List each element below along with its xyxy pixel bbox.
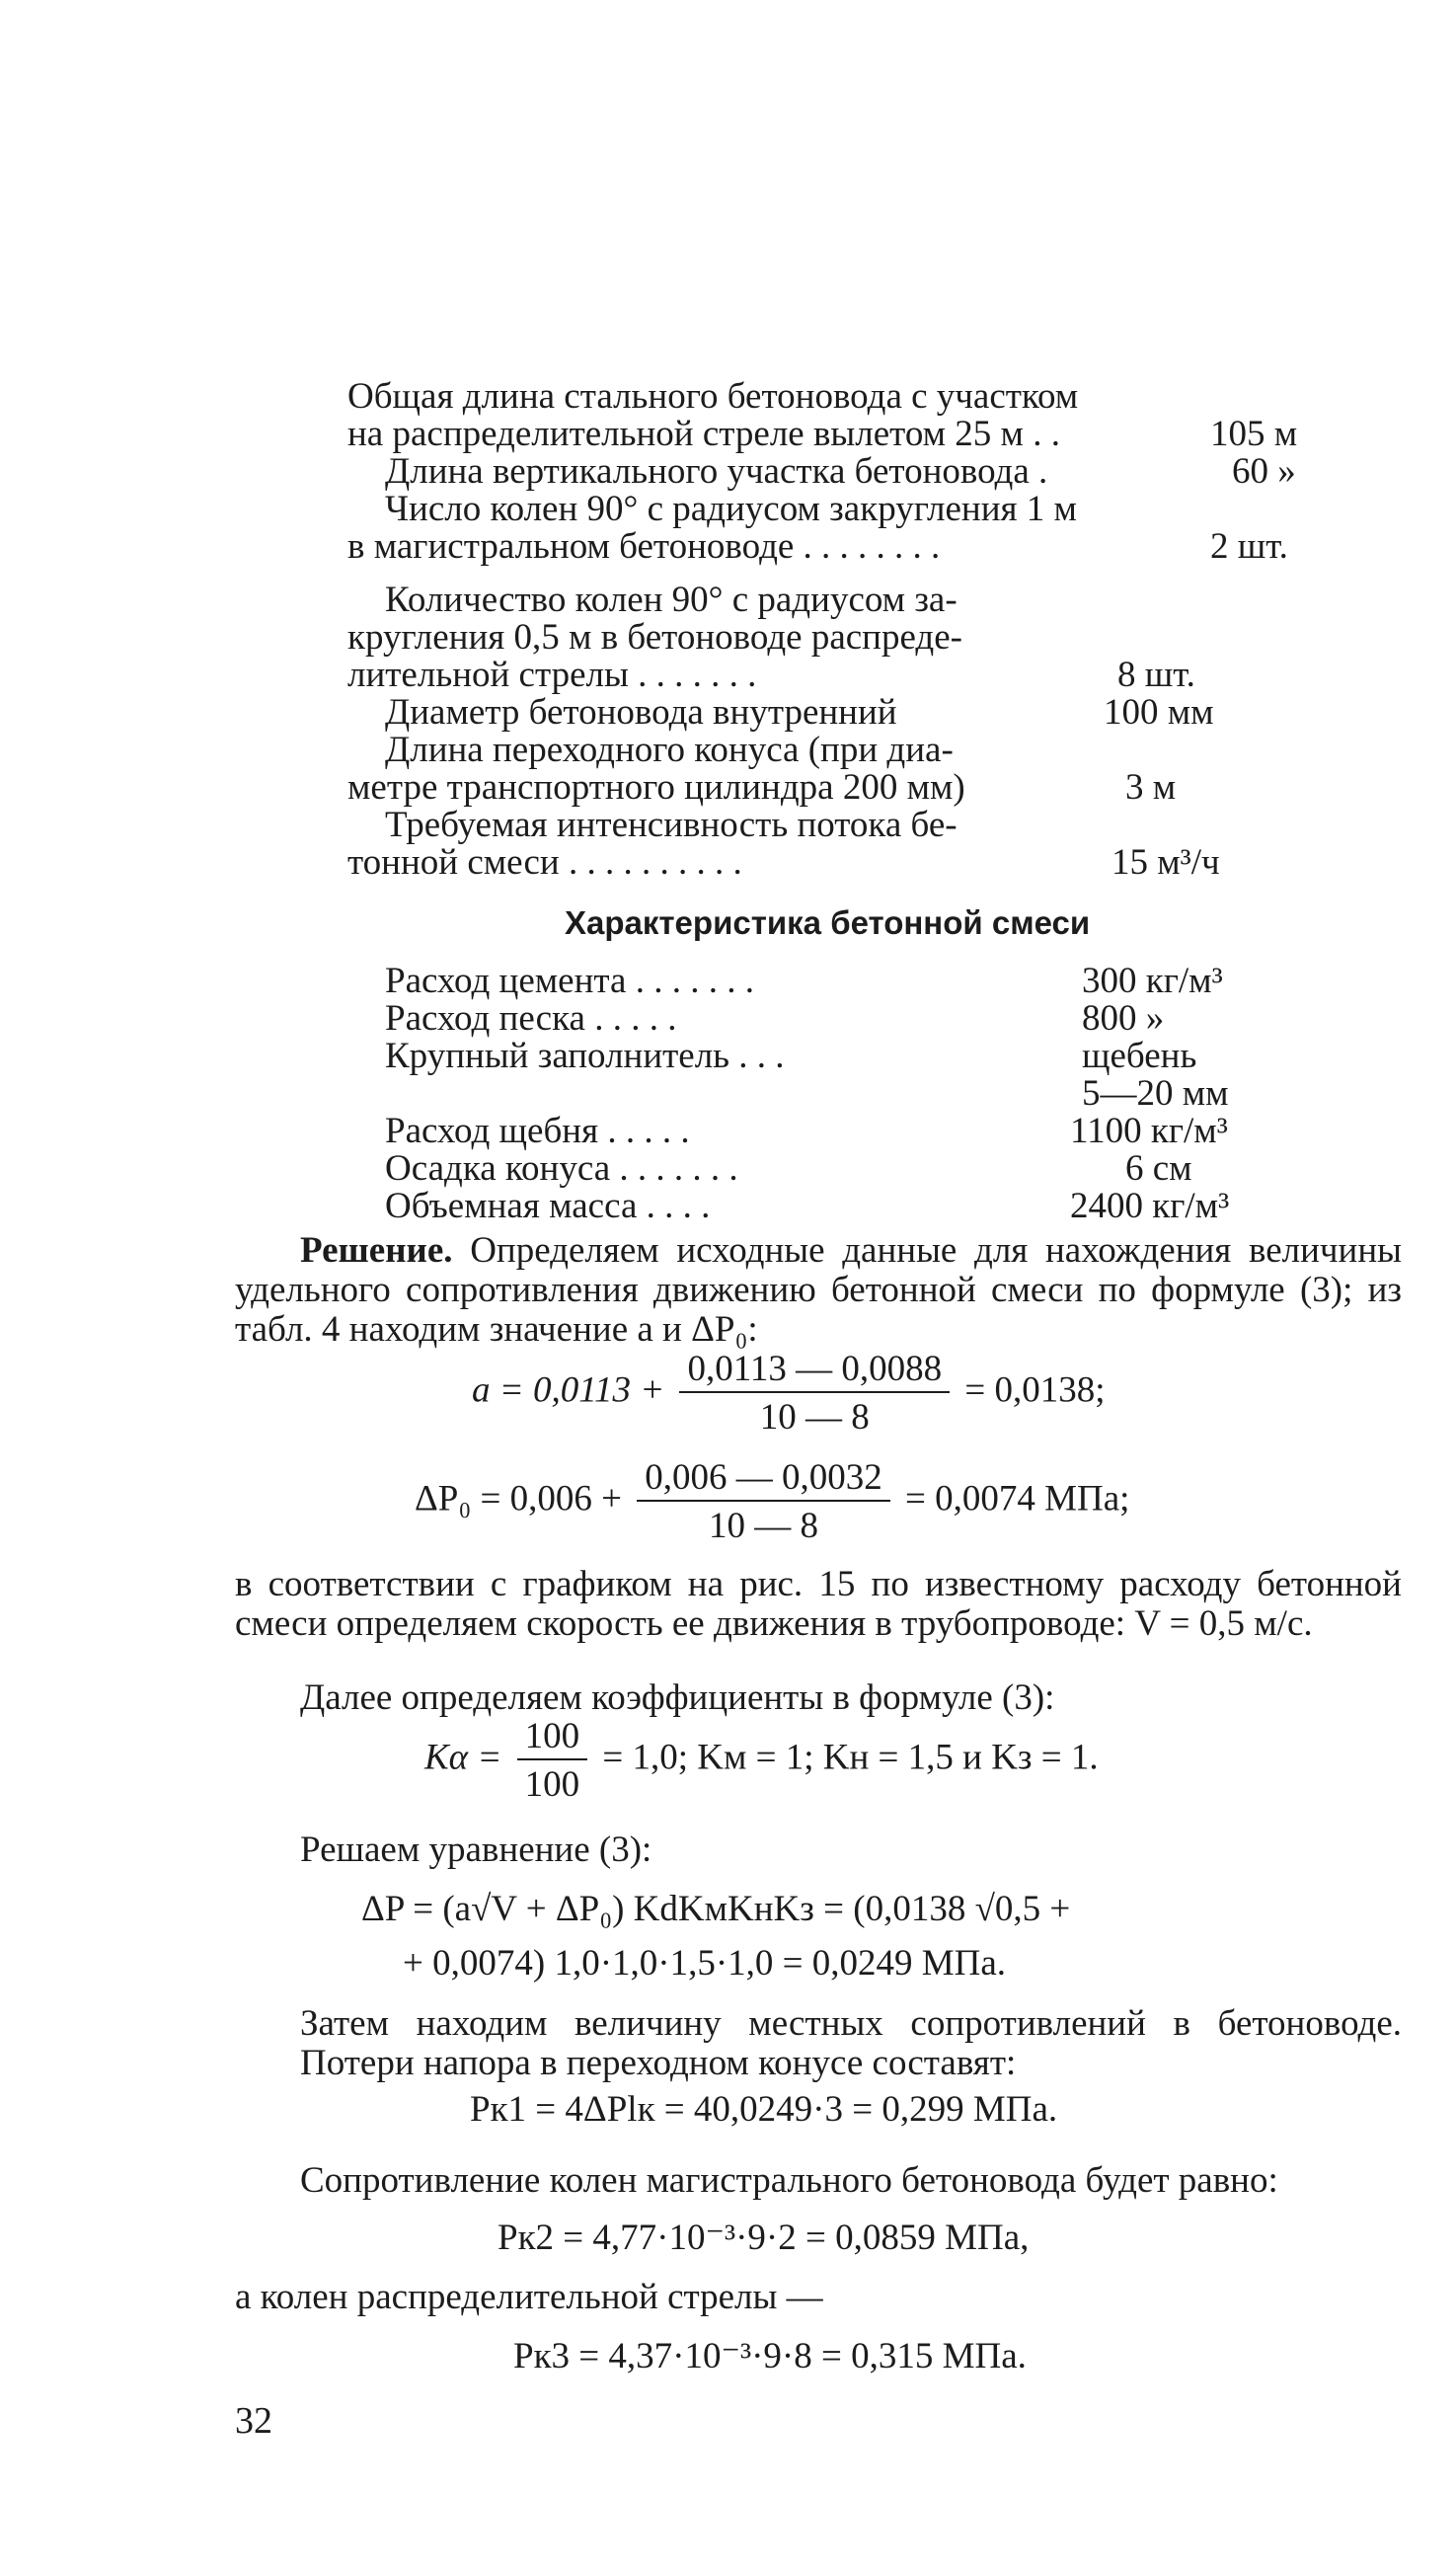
equation-p0 (415, 1459, 1129, 1544)
equation-p0-lhs: ΔP₀ = 0,006 + (415, 1478, 623, 1519)
param-3-value: 2 шт. (1210, 526, 1288, 567)
equation-k-denominator: 100 (524, 1764, 580, 1805)
equation-pk3: Pк3 = 4,37·10⁻³·9·8 = 0,315 МПа. (513, 2336, 1027, 2376)
mix-3-value-2: 5—20 мм (1082, 1073, 1229, 1114)
mix-2-value: 800 » (1082, 998, 1165, 1039)
equation-a-lhs: a = 0,0113 + (472, 1369, 665, 1411)
equation-k-fraction (517, 1718, 588, 1803)
mix-1-label: Расход цемента . . . . . . . (385, 961, 754, 1001)
param-1-line-1: Общая длина стального бетоновода с участком (347, 376, 1079, 417)
paragraph-boom-elbows: а колен распределительной стрелы — (235, 2277, 823, 2317)
mix-3-value: щебень (1082, 1036, 1197, 1076)
paragraph-velocity: в соответствии с графиком на рис. 15 по известному расходу бетонной смеси определяем скорость ее движения в трубопроводе: V = 0,5 м/с. (235, 1564, 1402, 1644)
page-number: 32 (235, 2400, 272, 2442)
solution-intro-text: Определяем исходные данные для нахождения величины удельного сопротивления движению бетонной смеси по формуле (3); из табл. 4 находим значение a и ΔP₀: (235, 1230, 1402, 1350)
param-6-line-1: Длина переходного конуса (при диа- (385, 730, 954, 770)
mix-4-label: Расход щебня . . . . . (385, 1111, 690, 1151)
paragraph-solve: Решаем уравнение (3): (300, 1830, 652, 1870)
param-1-value: 105 м (1210, 414, 1298, 454)
param-7-line-1: Требуемая интенсивность потока бе- (385, 805, 958, 845)
param-2-value: 60 » (1232, 451, 1296, 492)
param-6-line-2: метре транспортного цилиндра 200 мм) (347, 767, 965, 808)
mix-heading: Характеристика бетонной смеси (565, 904, 1091, 941)
param-3-line-1: Число колен 90° с радиусом закругления 1 м (385, 489, 1077, 529)
param-3-line-2: в магистральном бетоноводе . . . . . . . . (347, 526, 941, 567)
equation-k-numerator: 100 (517, 1718, 588, 1760)
equation-p0-numerator: 0,006 — 0,0032 (637, 1459, 890, 1502)
param-4-line-3: лительной стрелы . . . . . . . (347, 655, 757, 695)
param-7-value: 15 м³/ч (1111, 842, 1220, 883)
equation-a-rhs: = 0,0138; (964, 1369, 1106, 1411)
equation-a (472, 1351, 1106, 1436)
mix-5-value: 6 см (1125, 1148, 1192, 1189)
mix-4-value: 1100 кг/м³ (1070, 1111, 1228, 1151)
mix-2-label: Расход песка . . . . . (385, 998, 677, 1039)
param-6-value: 3 м (1125, 767, 1177, 808)
equation-a-denominator: 10 — 8 (759, 1397, 870, 1438)
param-4-line-2: кругления 0,5 м в бетоноводе распреде- (347, 617, 962, 658)
solution-label: Решение. (300, 1230, 453, 1271)
mix-5-label: Осадка конуса . . . . . . . (385, 1148, 738, 1189)
mix-1-value: 300 кг/м³ (1082, 961, 1223, 1001)
param-2-line-1: Длина вертикального участка бетоновода . (385, 451, 1048, 492)
equation-k-rhs: = 1,0; Kм = 1; Kн = 1,5 и Kз = 1. (602, 1737, 1099, 1778)
param-5-line-1: Диаметр бетоновода внутренний (385, 692, 897, 733)
equation-p0-fraction (637, 1459, 890, 1544)
equation-dp-line-2: + 0,0074) 1,0·1,0·1,5·1,0 = 0,0249 МПа. (403, 1943, 1007, 1984)
paragraph-local-resistance: Затем находим величину местных сопротивлений в бетоноводе. Потери напора в переходном конусе составят: (300, 2003, 1402, 2083)
mix-6-label: Объемная масса . . . . (385, 1186, 711, 1226)
param-5-value: 100 мм (1104, 692, 1214, 733)
equation-a-fraction (679, 1351, 950, 1436)
equation-a-numerator: 0,0113 — 0,0088 (679, 1351, 950, 1393)
mix-6-value: 2400 кг/м³ (1070, 1186, 1230, 1226)
equation-k (424, 1718, 1099, 1803)
equation-dp-line-1: ΔP = (a√V + ΔP₀) KdKмKнKз = (0,0138 √0,5 + (361, 1889, 1071, 1929)
param-4-value: 8 шт. (1117, 655, 1195, 695)
param-1-line-2: на распределительной стреле вылетом 25 м . . (347, 414, 1060, 454)
paragraph-main-elbows: Сопротивление колен магистрального бетоновода будет равно: (300, 2160, 1278, 2201)
equation-p0-rhs: = 0,0074 МПа; (905, 1478, 1130, 1519)
param-7-line-2: тонной смеси . . . . . . . . . . (347, 842, 742, 883)
mix-3-label: Крупный заполнитель . . . (385, 1036, 785, 1076)
equation-p0-denominator: 10 — 8 (709, 1506, 819, 1546)
solution-intro (235, 1231, 1402, 1350)
equation-k-lhs: Kα = (424, 1737, 502, 1778)
equation-pk1: Pк1 = 4ΔPlк = 40,0249·3 = 0,299 МПа. (470, 2089, 1058, 2130)
param-4-line-1: Количество колен 90° с радиусом за- (385, 580, 958, 620)
equation-pk2: Pк2 = 4,77·10⁻³·9·2 = 0,0859 МПа, (498, 2218, 1030, 2258)
paragraph-coefficients: Далее определяем коэффициенты в формуле (3): (300, 1677, 1055, 1718)
